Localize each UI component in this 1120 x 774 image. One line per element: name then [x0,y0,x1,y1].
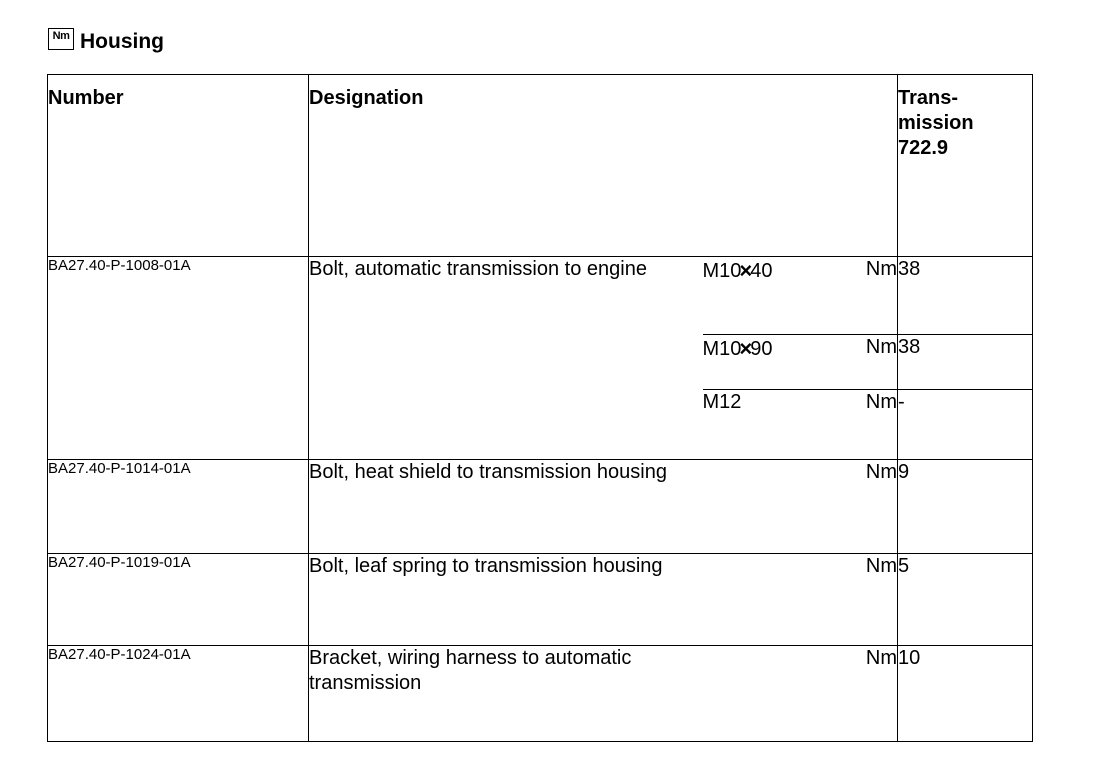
table-header-row [48,75,1033,257]
header-transmission-line3: 722.9 [898,137,949,159]
row-designation: Bolt, heat shield to transmission housing [309,460,703,554]
row-unit: Nm [843,390,898,460]
header-transmission-line2: mission [898,112,974,134]
size-diameter: M10 [702,338,742,360]
table-row [48,257,1033,335]
section-heading [48,28,164,56]
table-row [48,646,1033,742]
row-size-empty [703,460,843,554]
size-length: 90 [750,338,773,360]
table-row [48,460,1033,554]
torque-spec-table [47,74,1033,742]
row-unit: Nm [843,335,898,390]
times-icon: × [739,258,753,283]
table-row [48,554,1033,646]
row-value: - [898,390,1033,460]
size-diameter: M10 [702,260,742,282]
row-designation: Bolt, leaf spring to transmission housing [309,554,703,646]
header-transmission-line1: Trans- [898,87,959,109]
row-value: 38 [898,257,1033,335]
header-number: Number [48,75,309,257]
row-designation: Bracket, wiring harness to automatic transmission [309,646,703,742]
torque-nm-icon: Nm [48,28,74,50]
section-title: Housing [80,30,164,53]
row-value: 5 [898,554,1033,646]
row-size [703,390,843,460]
header-transmission [898,75,1033,257]
row-number: BA27.40-P-1008-01A [48,257,309,460]
row-unit: Nm [843,646,898,742]
row-value: 38 [898,335,1033,390]
size-length: 40 [750,260,773,282]
size-diameter: M12 [702,391,742,413]
row-number: BA27.40-P-1019-01A [48,554,309,646]
header-designation: Designation [309,75,898,257]
row-size-empty [703,646,843,742]
row-size [703,335,843,390]
times-icon: × [739,336,753,361]
row-unit: Nm [843,460,898,554]
row-size-empty [703,554,843,646]
row-designation: Bolt, automatic transmission to engine [309,257,703,460]
row-size [703,257,843,335]
row-value: 9 [898,460,1033,554]
row-value: 10 [898,646,1033,742]
row-number: BA27.40-P-1024-01A [48,646,309,742]
row-unit: Nm [843,257,898,335]
row-number: BA27.40-P-1014-01A [48,460,309,554]
row-unit: Nm [843,554,898,646]
